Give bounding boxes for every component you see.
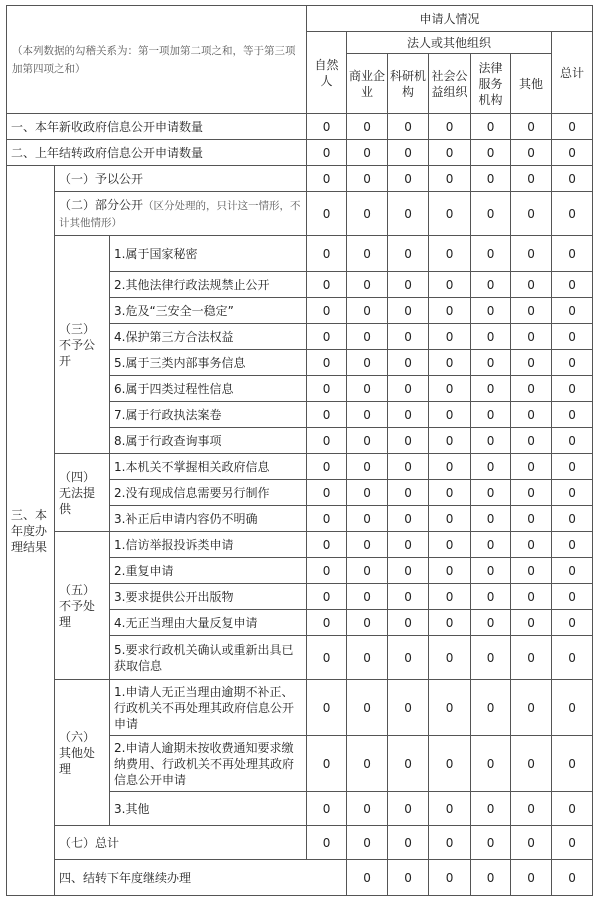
cell-value: 0: [307, 298, 347, 324]
cell-value: 0: [388, 792, 429, 826]
cell-value: 0: [552, 402, 593, 428]
group-note: （区分处理的，只计这一情形，不计其他情形）: [59, 199, 301, 229]
table-row: [7, 860, 593, 896]
cell-value: 0: [347, 736, 388, 792]
cell-value: 0: [347, 140, 388, 166]
cell-value: 0: [388, 506, 429, 532]
cell-value: 0: [511, 324, 552, 350]
cell-value: 0: [388, 454, 429, 480]
cell-value: 0: [511, 680, 552, 736]
cell-value: 0: [552, 376, 593, 402]
cell-value: 0: [552, 350, 593, 376]
cell-value: 0: [552, 610, 593, 636]
cell-value: 0: [388, 532, 429, 558]
cell-value: 0: [307, 610, 347, 636]
item-label: 3.要求提供公开出版物: [110, 584, 307, 610]
item-label: 5.要求行政机关确认或重新出具已获取信息: [110, 636, 307, 680]
cell-value: 0: [552, 236, 593, 272]
cell-value: 0: [471, 506, 511, 532]
cell-value: 0: [429, 860, 471, 896]
group-label: （三）不予公开: [55, 236, 110, 454]
cell-value: 0: [307, 140, 347, 166]
table-row: [7, 532, 593, 558]
cell-value: 0: [388, 236, 429, 272]
cell-value: 0: [388, 298, 429, 324]
cell-value: 0: [511, 736, 552, 792]
cell-value: 0: [429, 454, 471, 480]
group-label: （四）无法提供: [55, 454, 110, 532]
cell-value: 0: [388, 272, 429, 298]
item-label: 4.保护第三方合法权益: [110, 324, 307, 350]
cell-value: 0: [347, 826, 388, 860]
cell-value: 0: [347, 610, 388, 636]
item-label: 2.其他法律行政法规禁止公开: [110, 272, 307, 298]
cell-value: 0: [429, 558, 471, 584]
cell-value: 0: [511, 298, 552, 324]
cell-value: 0: [429, 376, 471, 402]
cell-value: 0: [307, 680, 347, 736]
cell-value: 0: [471, 428, 511, 454]
cell-value: 0: [429, 140, 471, 166]
cell-value: 0: [429, 350, 471, 376]
cell-value: 0: [429, 324, 471, 350]
cell-value: 0: [511, 402, 552, 428]
cell-value: 0: [471, 272, 511, 298]
cell-value: 0: [552, 860, 593, 896]
cell-value: 0: [388, 480, 429, 506]
cell-value: 0: [429, 792, 471, 826]
cell-value: 0: [429, 532, 471, 558]
cell-value: 0: [388, 350, 429, 376]
cell-value: 0: [347, 680, 388, 736]
cell-value: 0: [511, 826, 552, 860]
cell-value: 0: [388, 140, 429, 166]
cell-value: 0: [347, 480, 388, 506]
col-total: 总计: [552, 32, 593, 114]
col-natural-person: 自然人: [307, 32, 347, 114]
cell-value: 0: [471, 792, 511, 826]
cell-value: 0: [511, 350, 552, 376]
cell-value: 0: [511, 114, 552, 140]
cell-value: 0: [511, 428, 552, 454]
cell-value: 0: [471, 298, 511, 324]
cell-value: 0: [347, 506, 388, 532]
cell-value: 0: [307, 272, 347, 298]
cell-value: 0: [307, 114, 347, 140]
cell-value: 0: [429, 584, 471, 610]
cell-value: 0: [552, 324, 593, 350]
item-label: 1.申请人无正当理由逾期不补正、行政机关不再处理其政府信息公开申请: [110, 680, 307, 736]
cell-value: 0: [429, 298, 471, 324]
cell-value: 0: [347, 636, 388, 680]
group-label: （七）总计: [55, 826, 307, 860]
cell-value: 0: [471, 236, 511, 272]
cell-value: 0: [347, 166, 388, 192]
cell-value: 0: [307, 428, 347, 454]
cell-value: 0: [552, 480, 593, 506]
cell-value: 0: [471, 826, 511, 860]
table-row: [7, 114, 593, 140]
table-row: [7, 192, 593, 236]
item-label: 5.属于三类内部事务信息: [110, 350, 307, 376]
cell-value: 0: [552, 584, 593, 610]
info-disclosure-table: [6, 5, 593, 896]
group-label: （六）其他处理: [55, 680, 110, 826]
cell-value: 0: [429, 428, 471, 454]
cell-value: 0: [307, 480, 347, 506]
cell-value: 0: [307, 166, 347, 192]
cell-value: 0: [388, 736, 429, 792]
cell-value: 0: [429, 636, 471, 680]
cell-value: 0: [347, 792, 388, 826]
cell-value: 0: [471, 584, 511, 610]
cell-value: 0: [347, 558, 388, 584]
item-label: 4.无正当理由大量反复申请: [110, 610, 307, 636]
cell-value: 0: [511, 140, 552, 166]
cell-value: 0: [471, 376, 511, 402]
item-label: 1.信访举报投诉类申请: [110, 532, 307, 558]
header-applicant-situation: 申请人情况: [307, 6, 593, 32]
cell-value: 0: [552, 636, 593, 680]
row-label: 四、结转下年度继续办理: [55, 860, 347, 896]
cell-value: 0: [471, 736, 511, 792]
cell-value: 0: [511, 236, 552, 272]
cell-value: 0: [471, 610, 511, 636]
cell-value: 0: [388, 558, 429, 584]
col-commercial-enterprise: 商业企业: [347, 54, 388, 114]
cell-value: 0: [307, 324, 347, 350]
cell-value: 0: [552, 680, 593, 736]
cell-value: 0: [388, 584, 429, 610]
cell-value: 0: [552, 826, 593, 860]
item-label: 8.属于行政查询事项: [110, 428, 307, 454]
cell-value: 0: [347, 532, 388, 558]
item-label: 3.其他: [110, 792, 307, 826]
cell-value: 0: [388, 610, 429, 636]
item-label: 3.补正后申请内容仍不明确: [110, 506, 307, 532]
cell-value: 0: [552, 428, 593, 454]
cell-value: 0: [552, 114, 593, 140]
table-row: [7, 826, 593, 860]
item-label: 1.本机关不掌握相关政府信息: [110, 454, 307, 480]
cell-value: 0: [307, 584, 347, 610]
item-label: 3.危及“三安全一稳定”: [110, 298, 307, 324]
cell-value: 0: [471, 636, 511, 680]
cell-value: 0: [471, 454, 511, 480]
table-row: [7, 454, 593, 480]
table-row: [7, 166, 593, 192]
item-label: 1.属于国家秘密: [110, 236, 307, 272]
group-label-partial: [55, 192, 307, 236]
cell-value: 0: [307, 192, 347, 236]
cell-value: 0: [307, 506, 347, 532]
cell-value: 0: [471, 532, 511, 558]
cell-value: 0: [347, 192, 388, 236]
cell-value: 0: [552, 558, 593, 584]
header-note: （本列数据的勾稽关系为：第一项加第二项之和，等于第三项加第四项之和）: [7, 6, 307, 114]
cell-value: 0: [511, 272, 552, 298]
cell-value: 0: [347, 376, 388, 402]
cell-value: 0: [307, 454, 347, 480]
group-label: （五）不予处理: [55, 532, 110, 680]
cell-value: 0: [471, 114, 511, 140]
cell-value: 0: [429, 236, 471, 272]
cell-value: 0: [388, 826, 429, 860]
cell-value: 0: [307, 532, 347, 558]
cell-value: 0: [511, 584, 552, 610]
cell-value: 0: [388, 402, 429, 428]
table-row: [7, 680, 593, 736]
cell-value: 0: [429, 506, 471, 532]
cell-value: 0: [347, 298, 388, 324]
cell-value: 0: [429, 114, 471, 140]
cell-value: 0: [511, 610, 552, 636]
cell-value: 0: [552, 166, 593, 192]
cell-value: 0: [388, 192, 429, 236]
cell-value: 0: [347, 402, 388, 428]
cell-value: 0: [347, 114, 388, 140]
cell-value: 0: [511, 792, 552, 826]
cell-value: 0: [347, 454, 388, 480]
cell-value: 0: [307, 236, 347, 272]
cell-value: 0: [307, 402, 347, 428]
cell-value: 0: [307, 792, 347, 826]
cell-value: 0: [429, 480, 471, 506]
col-other: 其他: [511, 54, 552, 114]
cell-value: 0: [307, 350, 347, 376]
cell-value: 0: [388, 376, 429, 402]
cell-value: 0: [471, 680, 511, 736]
col-research-institution: 科研机构: [388, 54, 429, 114]
cell-value: 0: [307, 558, 347, 584]
cell-value: 0: [429, 610, 471, 636]
cell-value: 0: [552, 736, 593, 792]
cell-value: 0: [347, 236, 388, 272]
cell-value: 0: [511, 636, 552, 680]
cell-value: 0: [511, 532, 552, 558]
group-label: （二）部分公开: [59, 197, 144, 212]
cell-value: 0: [471, 324, 511, 350]
cell-value: 0: [388, 680, 429, 736]
cell-value: 0: [429, 166, 471, 192]
cell-value: 0: [347, 272, 388, 298]
cell-value: 0: [552, 506, 593, 532]
cell-value: 0: [552, 298, 593, 324]
cell-value: 0: [429, 736, 471, 792]
cell-value: 0: [347, 860, 388, 896]
cell-value: 0: [511, 480, 552, 506]
cell-value: 0: [307, 826, 347, 860]
cell-value: 0: [307, 636, 347, 680]
cell-value: 0: [471, 192, 511, 236]
header-legal-person-group: 法人或其他组织: [347, 32, 552, 54]
cell-value: 0: [552, 792, 593, 826]
cell-value: 0: [552, 192, 593, 236]
table-row: [7, 140, 593, 166]
col-public-welfare-org: 社会公益组织: [429, 54, 471, 114]
cell-value: 0: [347, 584, 388, 610]
cell-value: 0: [388, 114, 429, 140]
cell-value: 0: [471, 140, 511, 166]
cell-value: 0: [471, 166, 511, 192]
cell-value: 0: [511, 454, 552, 480]
col-legal-service-org: 法律服务机构: [471, 54, 511, 114]
cell-value: 0: [511, 506, 552, 532]
cell-value: 0: [347, 428, 388, 454]
section3-label: 三、本年度办理结果: [7, 166, 55, 896]
cell-value: 0: [552, 140, 593, 166]
cell-value: 0: [347, 324, 388, 350]
cell-value: 0: [552, 272, 593, 298]
cell-value: 0: [471, 350, 511, 376]
cell-value: 0: [511, 192, 552, 236]
item-label: 2.重复申请: [110, 558, 307, 584]
group-label: （一）予以公开: [55, 166, 307, 192]
cell-value: 0: [471, 480, 511, 506]
row-label: 二、上年结转政府信息公开申请数量: [7, 140, 307, 166]
row-label: 一、本年新收政府信息公开申请数量: [7, 114, 307, 140]
cell-value: 0: [307, 376, 347, 402]
cell-value: 0: [388, 324, 429, 350]
cell-value: 0: [429, 272, 471, 298]
item-label: 7.属于行政执法案卷: [110, 402, 307, 428]
cell-value: 0: [511, 166, 552, 192]
cell-value: 0: [552, 454, 593, 480]
table-row: [7, 236, 593, 272]
cell-value: 0: [552, 532, 593, 558]
cell-value: 0: [429, 192, 471, 236]
cell-value: 0: [429, 680, 471, 736]
cell-value: 0: [511, 558, 552, 584]
cell-value: 0: [511, 860, 552, 896]
cell-value: 0: [388, 428, 429, 454]
cell-value: 0: [471, 558, 511, 584]
cell-value: 0: [471, 402, 511, 428]
cell-value: 0: [347, 350, 388, 376]
cell-value: 0: [511, 376, 552, 402]
item-label: 2.没有现成信息需要另行制作: [110, 480, 307, 506]
cell-value: 0: [388, 166, 429, 192]
item-label: 6.属于四类过程性信息: [110, 376, 307, 402]
cell-value: 0: [388, 860, 429, 896]
cell-value: 0: [388, 636, 429, 680]
cell-value: 0: [471, 860, 511, 896]
cell-value: 0: [429, 402, 471, 428]
cell-value: 0: [307, 736, 347, 792]
item-label: 2.申请人逾期未按收费通知要求缴纳费用、行政机关不再处理其政府信息公开申请: [110, 736, 307, 792]
cell-value: 0: [429, 826, 471, 860]
